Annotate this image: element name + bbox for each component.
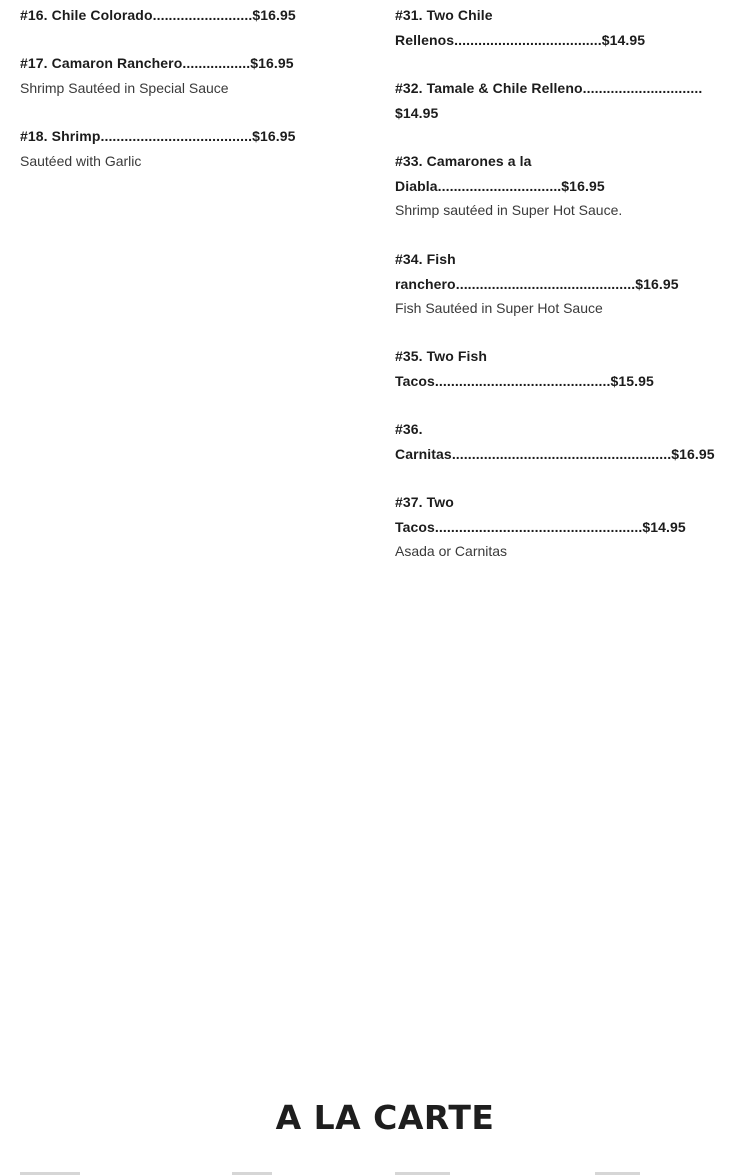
menu-item-36: [395, 417, 730, 466]
menu-item-title: #18. Shrimp......................................$16.95: [20, 128, 296, 144]
cutoff-text-fragment: [595, 1168, 640, 1175]
menu-item-title: #34. Fish ranchero.............................................$16.95: [395, 251, 679, 292]
menu-item-34: [395, 247, 730, 321]
menu-item-title: #35. Two Fish Tacos............................................$15.95: [395, 348, 654, 389]
cutoff-text-fragment: [232, 1168, 272, 1175]
menu-item-description: Sautéed with Garlic: [20, 152, 142, 169]
menu-item-description: Shrimp Sautéed in Special Sauce: [20, 79, 229, 96]
menu-item-title: #16. Chile Colorado.........................$16.95: [20, 7, 296, 23]
menu-item-description: Asada or Carnitas: [395, 543, 508, 559]
menu-item-16: [20, 3, 350, 28]
cutoff-text-fragment: [20, 1168, 80, 1175]
menu-item-31: [395, 3, 730, 52]
menu-item-description: Fish Sautéed in Super Hot Sauce: [395, 300, 603, 316]
menu-item-17: [20, 51, 350, 100]
cutoff-text-fragment: [395, 1168, 450, 1175]
menu-item-33: [395, 149, 730, 223]
menu-item-35: [395, 344, 730, 393]
menu-item-description: Shrimp sautéed in Super Hot Sauce.: [395, 202, 623, 218]
menu-item-37: [395, 490, 730, 564]
menu-item-title: #17. Camaron Ranchero.................$16.95: [20, 55, 294, 71]
section-heading: A LA CARTE: [275, 1098, 495, 1137]
menu-item-title: #37. Two Tacos....................................................$14.95: [395, 494, 686, 535]
menu-item-32: [395, 76, 730, 125]
menu-item-title: #33. Camarones a la Diabla...............................$16.95: [395, 153, 605, 194]
menu-item-title: #31. Two Chile Rellenos.....................................$14.95: [395, 7, 646, 48]
menu-item-18: [20, 124, 350, 173]
menu-item-title: #32. Tamale & Chile Relleno.............................. $14.95: [395, 80, 703, 121]
menu-item-title: #36. Carnitas.......................................................$16.95: [395, 421, 715, 462]
